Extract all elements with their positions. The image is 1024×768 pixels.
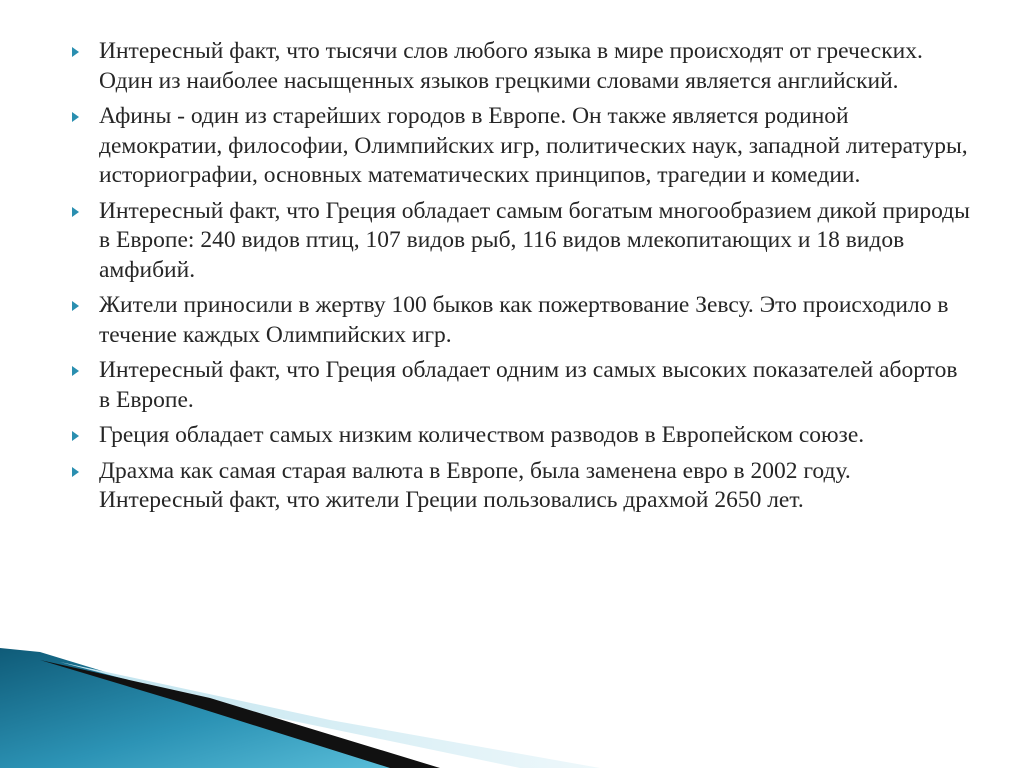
bullet-text: Жители приносили в жертву 100 быков как пожертвование Зевсу. Это происходило в течение каждых Олимпийских игр. bbox=[99, 292, 949, 348]
bullet-text: Интересный факт, что тысячи слов любого языка в мире происходят от греческих. Один из наиболее насыщенных языков грецкими словами является английский. bbox=[99, 38, 923, 94]
bullet-text: Греция обладает самых низким количеством разводов в Европейском союзе. bbox=[99, 422, 865, 448]
bullet-text: Интересный факт, что Греция обладает одним из самых высоких показателей абортов в Европе. bbox=[99, 357, 958, 413]
bullet-text: Афины - один из старейших городов в Европе. Он также является родиной демократии, философии, Олимпийских игр, политических наук, западной литературы, историографии, основных математических принципов, трагедии и комедии. bbox=[99, 103, 968, 188]
bullet-text: Интересный факт, что Греция обладает самым богатым многообразием дикой природы в Европе: 240 видов птиц, 107 видов рыб, 116 видов млекопитающих и 18 видов амфибий. bbox=[99, 197, 970, 283]
bullet-text: Драхма как самая старая валюта в Европе, была заменена евро в 2002 году. Интересный факт, что жители Греции пользовались драхмой 2650 лет. bbox=[99, 457, 851, 513]
